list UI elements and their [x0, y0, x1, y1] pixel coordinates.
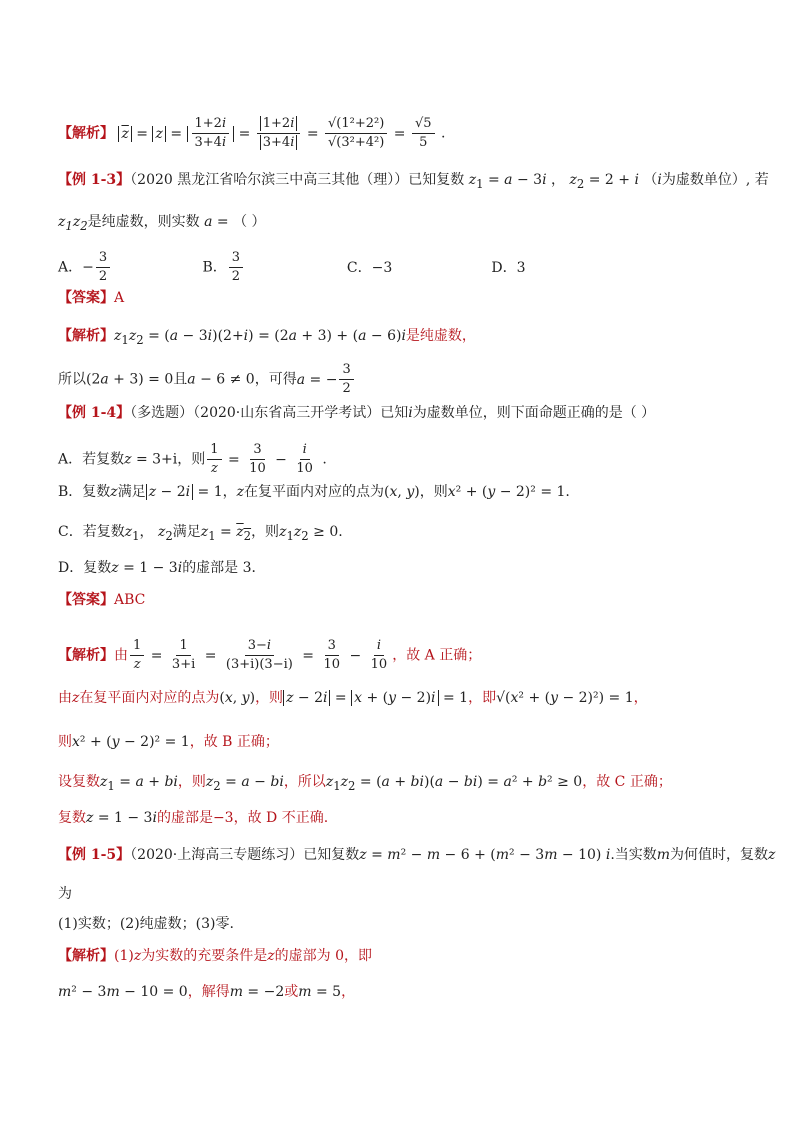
- eq: m² − 3m − 10 = 0: [58, 984, 188, 1000]
- a1-prefix: 由: [114, 647, 128, 664]
- option-c-prefix: C．若复数: [58, 524, 125, 540]
- example-1-5-analysis2: [58, 982, 355, 1002]
- option-b-prefix: B．复数: [58, 484, 111, 500]
- option-d-end: 的虚部是 3．: [182, 560, 266, 576]
- a2-mid3: ，即: [468, 690, 497, 706]
- example-tag: 【例 1-4】: [58, 405, 131, 421]
- a3-prefix: 则: [58, 734, 72, 750]
- analysis-label: 【解析】: [58, 647, 114, 664]
- product: $z_1z_2 = (a + bi)(a - bi) = a^2 + b^2 \ge 0$: [325, 774, 583, 793]
- option-b-mid: 满足: [117, 484, 146, 500]
- option-c-end: ，则: [251, 524, 280, 540]
- a2-or: 或: [284, 984, 299, 1000]
- get-text: ，可得: [254, 371, 297, 388]
- example-1-3-analysis1: [58, 326, 476, 350]
- option-a-prefix: A．若复数: [58, 451, 125, 468]
- example-1-4-option-c: C．若复数$z_1$， $z_2$满足$z_1 = z_2$，则$z_1z_2 \ge 0$.: [58, 524, 343, 543]
- line2-text: 是纯虚数，则实数: [87, 214, 200, 230]
- analysis-suffix: 是纯虚数，: [405, 328, 476, 344]
- example-1-3-answer: [58, 288, 124, 308]
- answer-value: ABC: [114, 592, 146, 608]
- example-1-4-analysis2: 由z在复平面内对应的点为(x, y)，则 z − 2i = x + (y − 2)i = 1，即√(x² + (y − 2)²) = 1，: [58, 690, 648, 706]
- a4-mid: ，则: [177, 774, 206, 790]
- a2-mid2: ，则: [255, 690, 284, 706]
- a2-formula: z − 2i = x + (y − 2)i = 1: [283, 690, 468, 706]
- circle-eq: x² + (y − 2)² = 1: [72, 734, 190, 750]
- option-d: D．3: [491, 259, 526, 276]
- a5-end: 的虚部是−3，故 D 不正确.: [156, 810, 329, 826]
- blank: （ ）: [233, 214, 266, 230]
- example-1-3-line2: $z_1z_2$是纯虚数，则实数 a = （ ）: [58, 214, 266, 233]
- option-a: A．− $\frac{3}{2}$: [58, 250, 198, 285]
- i-symbol: i: [657, 172, 662, 188]
- option-d-prefix: D．复数: [58, 560, 112, 576]
- option-a-z: z = 3+i: [124, 451, 178, 468]
- option-c: C．−3: [346, 259, 393, 276]
- example-1-5-line2: [58, 884, 72, 904]
- a2-mid: ，解得: [187, 984, 230, 1000]
- z1z2: $z_1z_2$: [58, 214, 88, 233]
- paren-open: （: [643, 172, 658, 188]
- example-1-5-line3: [58, 914, 234, 934]
- z-var: z: [236, 484, 245, 500]
- option-d-z: z = 1 − 3i: [111, 560, 183, 576]
- sol2: m = 5: [298, 984, 342, 1000]
- answer-label: 【答案】: [58, 290, 114, 306]
- z-def: z = m² − m − 6 + (m² − 3m − 10) i: [359, 847, 611, 863]
- point-xy: (x, y): [384, 484, 420, 500]
- z-var: z: [72, 690, 80, 706]
- answer-label: 【答案】: [58, 592, 114, 608]
- example-source: （2020·上海高三专题练习）已知复数: [130, 847, 360, 863]
- z-var: z: [133, 948, 142, 964]
- option-a-mid: ，则: [177, 451, 206, 468]
- end-text: 为何值时，复数: [670, 847, 769, 863]
- option-b: B． $\frac{3}{2}$: [202, 250, 342, 285]
- a4-mid2: ，所以: [283, 774, 326, 790]
- a4-prefix: 设复数: [58, 774, 100, 790]
- example-1-4-answer: [58, 590, 145, 610]
- cond1: (2a + 3) = 0: [86, 371, 174, 388]
- example-1-4-line1: [58, 403, 655, 423]
- a5-prefix: 复数: [58, 810, 86, 826]
- a1-end: 的虚部为 0，即: [274, 948, 372, 964]
- result: a = − $\frac{3}{2}$: [297, 372, 356, 388]
- line2: 为: [58, 886, 72, 902]
- example-1-4-option-d: [58, 558, 266, 578]
- a2-end: ，: [341, 984, 356, 1000]
- option-a-formula: $\frac{1}{z}$ = $\frac{3}{10}$ − $\frac{i}{10}$: [205, 452, 318, 468]
- analysis-label: 【解析】: [58, 948, 114, 964]
- example-1-3-analysis2: [58, 362, 356, 397]
- z-var: z: [768, 847, 776, 863]
- ineq: $z_1z_2 \ge 0$: [279, 524, 339, 543]
- a2-prefix: 由: [58, 690, 72, 706]
- example-1-4-option-a: A．若复数z = 3+i，则 $\frac{1}{z}$ = $\frac{3}{10}$ − $\frac{i}{10}$ .: [58, 442, 327, 476]
- example-1-4-analysis3: [58, 732, 279, 752]
- analysis-label: 【解析】: [58, 125, 114, 142]
- z-def: z = 1 − 3i: [86, 810, 157, 826]
- a3-end: ，故 B 正确；: [189, 734, 279, 750]
- conj-cond: $z_1 = z_2$: [200, 524, 252, 543]
- z2-def: $z_2 = 2 + i$: [569, 172, 639, 191]
- example-source: （2020 黑龙江省哈尔滨三中高三其他（理））已知复数: [130, 172, 465, 188]
- a2-mid: 在复平面内对应的点为: [79, 690, 220, 706]
- z1-var: $z_1$: [124, 524, 140, 543]
- example-1-3-options: [58, 250, 631, 285]
- option-c-mid: 满足: [172, 524, 201, 540]
- a-var: a: [204, 214, 213, 230]
- analysis-label: 【解析】: [58, 328, 114, 344]
- circle-eq: x² + (y − 2)² = 1: [447, 484, 566, 500]
- z-var: z: [110, 484, 118, 500]
- example-1-4-analysis1: [58, 638, 481, 673]
- end-period: .: [440, 125, 446, 142]
- sol1: m = −2: [229, 984, 285, 1000]
- example-1-5-analysis1: [58, 946, 372, 966]
- a1-formula: $\frac{1}{z}$ = $\frac{1}{3+i}$ = $\frac{3-i}{(3+i)(3-i)}$ = $\frac{3}{10}$ − $\frac{i}{10}$: [128, 648, 392, 664]
- so-text: 所以: [58, 371, 86, 388]
- example-1-4-analysis5: [58, 808, 328, 828]
- example-source: （多选题）（2020·山东省高三开学考试）已知: [130, 405, 409, 421]
- a4-end: ，故 C 正确；: [582, 774, 672, 790]
- answer-value: A: [114, 290, 125, 306]
- a1-prefix: (1): [114, 948, 134, 964]
- example-1-4-analysis4: [58, 772, 672, 796]
- z2-var: $z_2$: [157, 524, 173, 543]
- example-1-3-line1: 【例 1-3】（2020 黑龙江省哈尔滨三中高三其他（理））已知复数 $z_1 = a - 3i$ ， $z_2 = 2 + i$ （i为虚数单位）, 若: [58, 172, 769, 191]
- product-formula: $z_1z_2 = (a - 3i)(2+i) = (2a + 3) + (a - 6)i$: [114, 328, 406, 347]
- formula-modulus: $\overline{z} = z$ = $\frac{1+2i}{3+4i}$ = $\frac{1+2i}{3+4i}$ = $\frac{\text{√(1²+2²)}}{\text{√(3²+4²)}}$ = $\frac{√5}{5}$: [118, 126, 441, 142]
- m-var: m: [656, 847, 671, 863]
- z2-def: $z_2 = a$ − bi: [205, 774, 284, 793]
- and-text: 且: [173, 371, 188, 388]
- option-b-end: ，则: [419, 484, 448, 500]
- analysis-1-2-line: [58, 116, 445, 151]
- example-tag: 【例 1-3】: [58, 172, 131, 188]
- mid-text: .当实数: [610, 847, 657, 863]
- example-1-5-line1: [58, 845, 775, 865]
- z-var: z: [267, 948, 275, 964]
- line3: (1)实数；(2)纯虚数；(3)零.: [58, 916, 234, 932]
- point-xy: (x, y): [219, 690, 256, 706]
- example-source-end: 为虚数单位，则下面命题正确的是（ ）: [412, 405, 656, 421]
- option-b-mid2: 在复平面内对应的点为: [244, 484, 385, 500]
- a1-end: ，故 A 正确；: [392, 647, 482, 664]
- z1-def: $z_1 = a - 3i$: [468, 172, 547, 191]
- option-b-cond: z − 2i: [146, 484, 193, 500]
- i-symbol: i: [408, 405, 413, 421]
- z1-def: $z_1 = a$ + bi: [100, 774, 178, 793]
- example-1-4-option-b: B．复数z满足 z − 2i = 1，z在复平面内对应的点为(x, y)，则x² + (y − 2)² = 1.: [58, 484, 570, 500]
- cond2: a − 6 ≠ 0: [187, 371, 255, 388]
- unit-note: 为虚数单位）, 若: [661, 172, 769, 188]
- a2-sqrt: √(x² + (y − 2)²) = 1: [496, 690, 634, 706]
- a1-mid: 为实数的充要条件是: [141, 948, 268, 964]
- example-tag: 【例 1-5】: [58, 847, 131, 863]
